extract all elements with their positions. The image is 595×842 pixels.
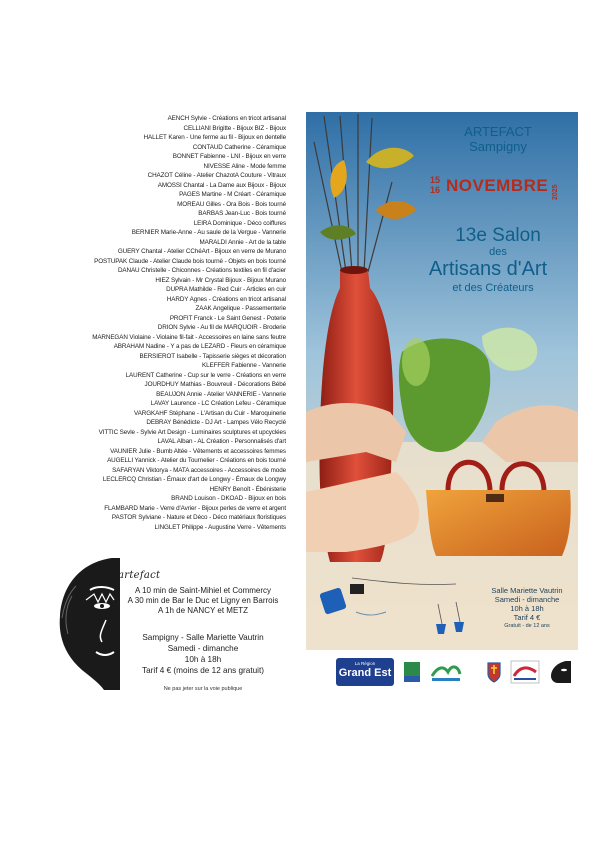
venue-line: 10h à 18h bbox=[184, 655, 222, 664]
venue-line: Tarif 4 € (moins de 12 ans gratuit) bbox=[142, 666, 264, 675]
venue-line: Samedi - dimanche bbox=[167, 644, 239, 653]
exhibitor-entry: DANAU Christelle - Chiconnes - Créations textiles en fil d'acier bbox=[117, 267, 286, 274]
exhibitor-entry: ABRAHAM Nadine - Y a pas de LEZARD - Fleurs en céramique bbox=[113, 343, 286, 350]
salon-creators: et des Créateurs bbox=[452, 282, 534, 294]
exhibitor-entry: LECLERCQ Christian - Émaux d'art de Longwy - Émaux de Longwy bbox=[102, 476, 286, 483]
exhibitor-entry: HIEZ Sylvain - Mr Crystal Bijoux - Bijoux Murano bbox=[155, 276, 286, 284]
poster-info-line: 10h à 18h bbox=[510, 604, 544, 613]
exhibitor-entry: KLEFFER Fabienne - Vannerie bbox=[202, 362, 286, 369]
exhibitor-entry: CELLIANI Brigitte - Bijoux BIZ - Bijoux bbox=[183, 124, 286, 132]
exhibitor-entry: VAUNIER Julie - Bumb Altée - Vêtements et accessoires femmes bbox=[110, 447, 286, 455]
poster-title-line: Sampigny bbox=[469, 139, 527, 154]
exhibitor-entry: AMOSSI Chantal - La Dame aux Bijoux - Bijoux bbox=[157, 181, 286, 189]
exhibitor-entry: LEIRA Dominique - Déco coiffures bbox=[193, 219, 286, 227]
exhibitor-entry: DUPRA Mathilde - Red Cuir - Articles en cuir bbox=[166, 286, 286, 293]
venue-line: Sampigny - Salle Mariette Vautrin bbox=[142, 633, 264, 642]
date-month: NOVEMBRE bbox=[446, 176, 549, 195]
exhibitor-entry: JOURDHUY Mathias - Bouvreuil - Décorations Bébé bbox=[144, 381, 286, 388]
community-logo bbox=[430, 660, 462, 684]
exhibitor-entry: DEBRAY Bénédicte - DJ Art - Lampes Vélo Recyclé bbox=[146, 419, 286, 426]
exhibitor-entry: NIVESSE Aline - Mode femme bbox=[203, 162, 286, 170]
exhibitor-entry: MARALDI Annie - Art de la table bbox=[199, 238, 286, 246]
access-info bbox=[118, 586, 288, 616]
poster-title bbox=[438, 124, 558, 154]
meuse-department-logo bbox=[402, 660, 422, 684]
exhibitor-entry: DRION Sylvie - Au fil de MARQUOIR - Broderie bbox=[157, 324, 286, 331]
venue-info bbox=[118, 632, 288, 676]
date-day: 16 bbox=[430, 185, 441, 195]
exhibitor-entry: FLAMBARD Marie - Verre d'Avrier - Bijoux perles de verre et argent bbox=[104, 504, 286, 512]
sponsor-bar bbox=[306, 656, 578, 690]
poster-info-line: Salle Mariette Vautrin bbox=[491, 586, 563, 595]
salon-poster bbox=[306, 112, 578, 650]
salon-artisans: Artisans d'Art bbox=[428, 258, 548, 280]
salon-des: des bbox=[489, 246, 507, 258]
exhibitor-entry: HALLET Karen - Une ferme au fil - Bijoux en dentelle bbox=[143, 134, 286, 141]
poster-title-line: ARTEFACT bbox=[464, 124, 532, 139]
poster-info-line: Tarif 4 € bbox=[513, 613, 541, 622]
exhibitor-list bbox=[20, 114, 286, 532]
exhibitor-entry: BONNET Fabienne - LNI - Bijoux en verre bbox=[172, 153, 286, 160]
exhibitor-entry: MARNEGAN Violaine - Violaine fil-fait - Accessoires en laine sans feutre bbox=[92, 333, 286, 341]
exhibitor-entry: CHAZOT Céline - Atelier ChazotA Couture - Vitraux bbox=[147, 172, 286, 179]
poster-info-line: Samedi - dimanche bbox=[494, 595, 560, 604]
access-line: A 30 min de Bar le Duc et Ligny en Barrois bbox=[127, 596, 279, 605]
exhibitor-entry: PAGES Martine - M Créart - Céramique bbox=[179, 191, 286, 198]
exhibitor-entry: VITTIC Sevle - Sylvie Art Design - Luminaires sculptures et upcyclées bbox=[98, 428, 286, 436]
poster-info bbox=[480, 586, 574, 631]
exhibitor-entry: BERSIEROT Isabelle - Tapisserie sièges et décoration bbox=[139, 352, 286, 360]
poster-info-small: Gratuit - de 12 ans bbox=[504, 623, 550, 629]
exhibitor-entry: SAFARYAN Viktorya - MATA accessoires - Accessoires de mode bbox=[112, 466, 286, 474]
exhibitor-entry: BRAND Louison - DKOAD - Bijoux en bois bbox=[171, 495, 286, 502]
exhibitor-entry: PASTOR Sylviane - Nature et Déco - Déco matériaux floristiques bbox=[111, 514, 286, 521]
exhibitor-entry: LINGLET Philippe - Augustine Verre - Vêtements bbox=[154, 523, 286, 531]
artefact-brand: artefact bbox=[118, 570, 161, 581]
artefact-small-logo bbox=[548, 660, 572, 684]
access-line: A 10 min de Saint-Mihiel et Commercy bbox=[134, 586, 272, 595]
date-day: 15 bbox=[430, 175, 441, 185]
exhibitor-entry: BARBAS Jean-Luc - Bois tourné bbox=[198, 210, 286, 217]
exhibitor-entry: POSTUPAK Claude - Atelier Claude bois tourné - Objets en bois tourné bbox=[94, 257, 286, 265]
exhibitor-entry: PROFIT Franck - Le Saint Genest - Poterie bbox=[169, 314, 286, 322]
salon-edition: 13e Salon bbox=[455, 225, 541, 246]
date-year: 2025 bbox=[552, 184, 559, 200]
exhibitor-entry: AENCH Sylvie - Créations en tricot artisanal bbox=[167, 115, 286, 122]
exhibitor-entry: LAVAL Alban - AL Création - Personnalisés d'art bbox=[157, 438, 286, 445]
exhibitor-entry: LAURENT Catherine - Cup sur le verre - Créations en verre bbox=[125, 371, 286, 379]
litter-footnote: Ne pas jeter sur la voie publique bbox=[163, 686, 243, 692]
exhibitor-entry: HARDY Agnes - Créations en tricot artisanal bbox=[166, 295, 286, 303]
exhibitor-entry: AUGELLI Yannick - Atelier du Tournelier - Créations en bois tourné bbox=[107, 457, 286, 464]
exhibitor-entry: BEAUJON Annie - Atelier VANNERIE - Vannerie bbox=[156, 390, 286, 398]
association-logo bbox=[510, 660, 540, 684]
exhibitor-entry: MOREAU Gilles - Ora Bois - Bois tourné bbox=[177, 200, 286, 208]
region-small-label: La Région bbox=[354, 661, 376, 666]
exhibitor-entry: GUERY Chantal - Atelier CChéArt - Bijoux en verre de Murano bbox=[117, 248, 286, 255]
date-days bbox=[430, 175, 440, 195]
region-name: Grand Est bbox=[338, 667, 392, 679]
region-grand-est-logo bbox=[336, 658, 394, 686]
exhibitor-entry: CONTAUD Catherine - Céramique bbox=[192, 143, 286, 151]
artefact-face-logo bbox=[52, 556, 120, 690]
exhibitor-entry: BERNIER Marie-Anne - Au saule de la Vergue - Vannerie bbox=[131, 229, 286, 236]
exhibitor-entry: ZAAK Angelique - Passementerie bbox=[195, 305, 286, 312]
exhibitor-entry: LAVAY Laurence - LC Création Lefeu - Céramique bbox=[150, 400, 286, 407]
municipality-crest-icon bbox=[486, 660, 502, 684]
exhibitor-entry: VARGKAHF Stéphane - L'Artisan du Cuir - Maroquinerie bbox=[134, 409, 286, 417]
access-line: A 1h de NANCY et METZ bbox=[157, 606, 249, 615]
exhibitor-entry: HENRY Benoît - Ébénisterie bbox=[209, 485, 286, 493]
